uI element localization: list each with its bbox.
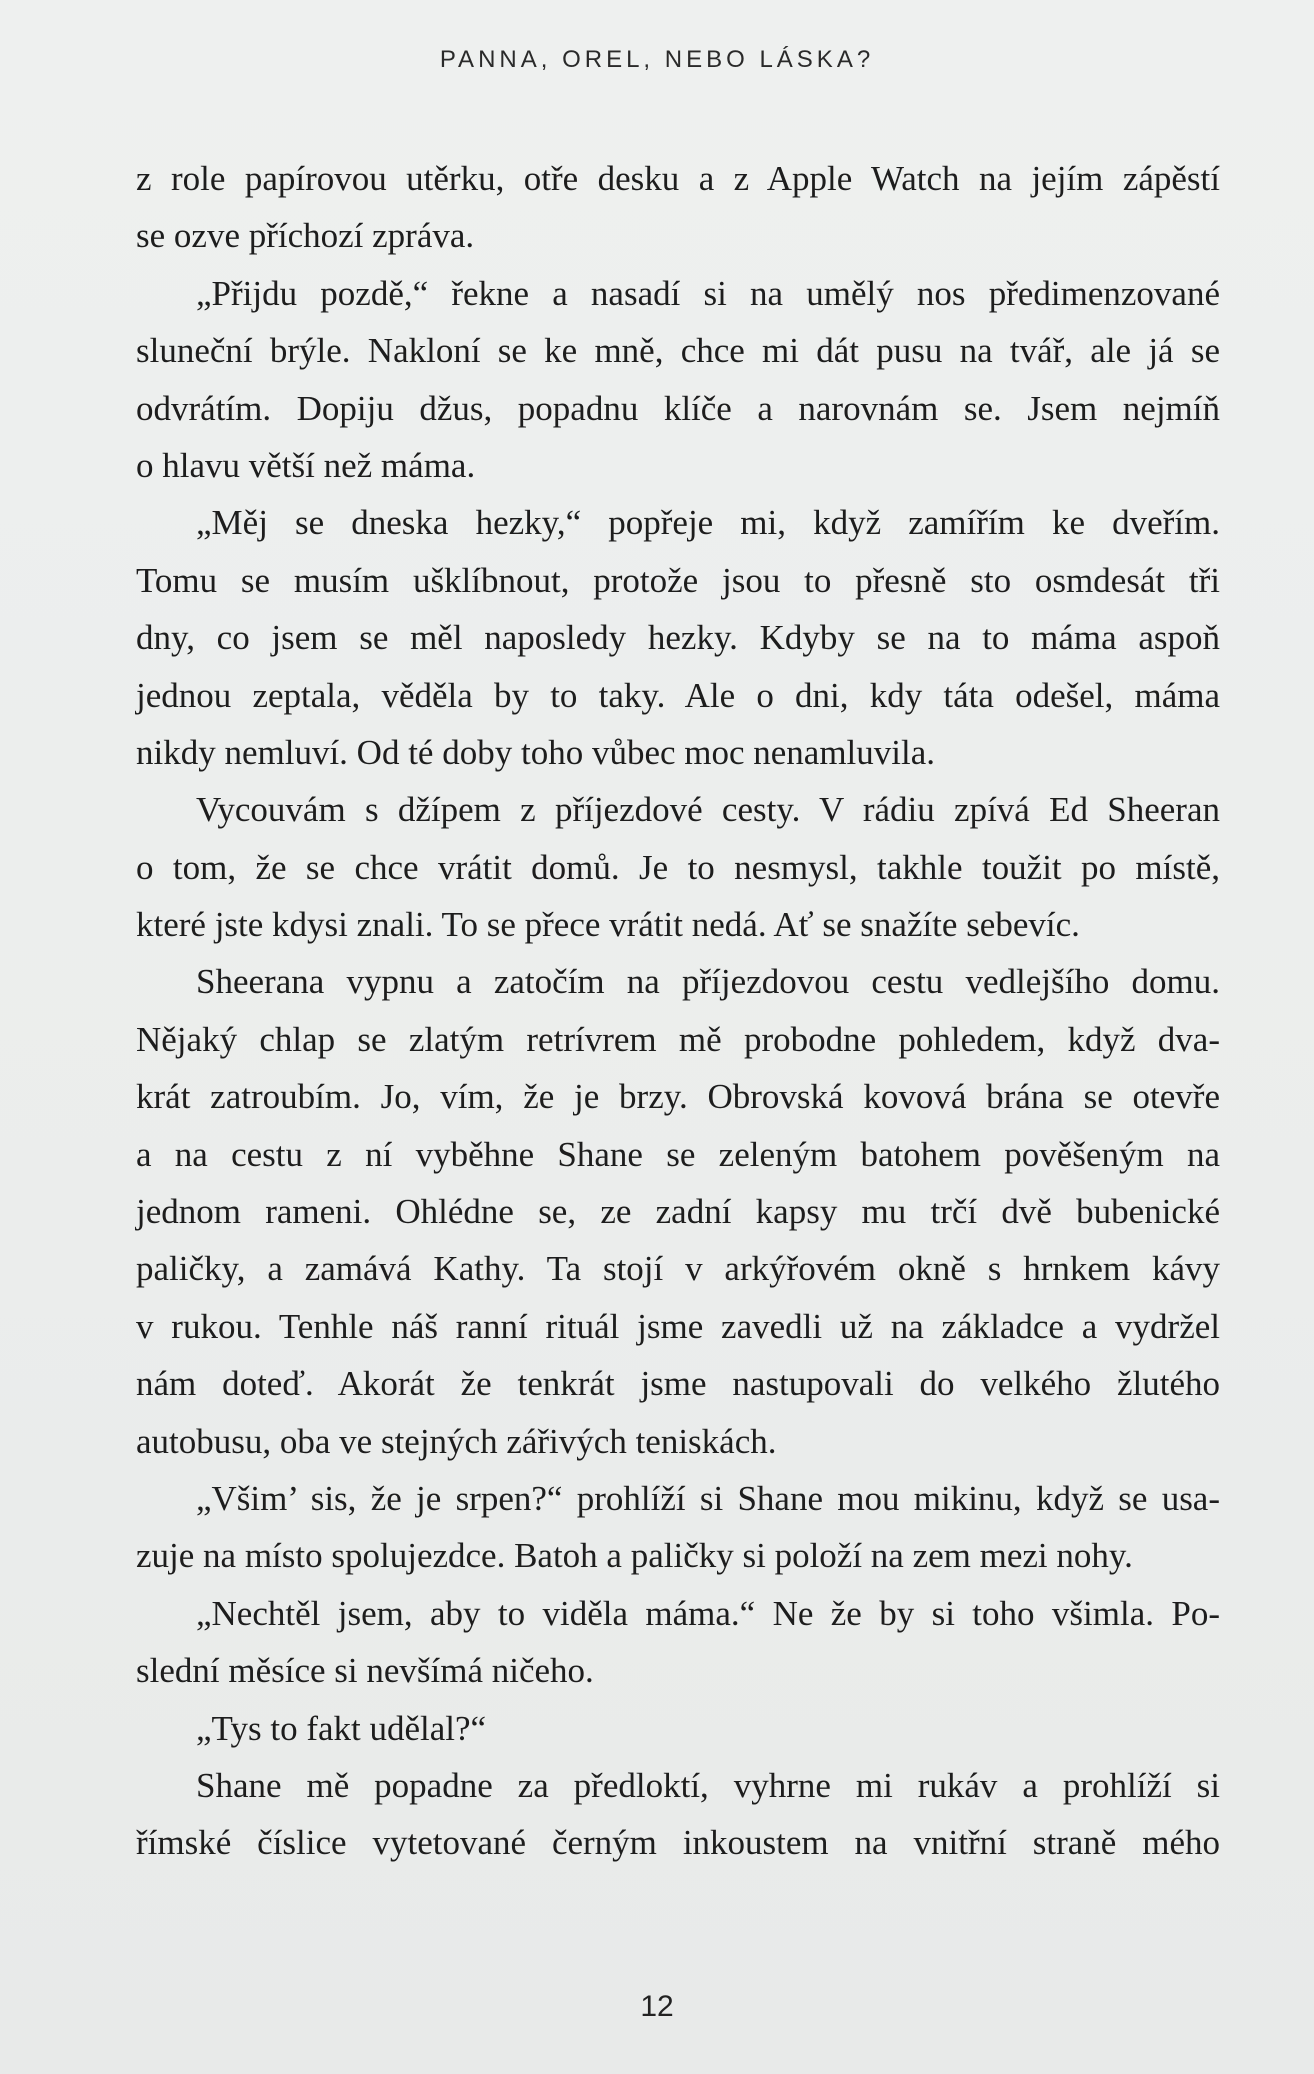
text-line: „Přijdu pozdě,“ řekne a nasadí si na umělý nos předimenzované xyxy=(196,273,1220,313)
text-line: Sheerana vypnu a zatočím na příjezdovou cestu vedlejšího domu. xyxy=(196,962,1220,1002)
text-line: odvrátím. Dopiju džus, popadnu klíče a narovnám se. Jsem nejmíň xyxy=(136,388,1220,428)
text-line: Tomu se musím ušklíbnout, protože jsou to přesně sto osmdesát tři xyxy=(136,560,1220,600)
text-line: dny, co jsem se měl naposledy hezky. Kdyby se na to máma aspoň xyxy=(136,618,1220,658)
paragraph xyxy=(136,1470,1220,1585)
text-line: které jste kdysi znali. To se přece vrátit nedá. Ať se snažíte sebevíc. xyxy=(136,905,1080,945)
text-line: o hlavu větší než máma. xyxy=(136,445,476,485)
paragraph xyxy=(136,1757,1220,1872)
text-line: „Tys to fakt udělal?“ xyxy=(196,1708,487,1748)
text-line: „Měj se dneska hezky,“ popřeje mi, když zamířím ke dveřím. xyxy=(196,503,1220,543)
text-line: Vycouvám s džípem z příjezdové cesty. V rádiu zpívá Ed Sheeran xyxy=(196,790,1220,830)
text-line: „Nechtěl jsem, aby to viděla máma.“ Ne že by si toho všimla. Po- xyxy=(196,1593,1220,1633)
text-line: Nějaký chlap se zlatým retrívrem mě probodne pohledem, když dva- xyxy=(136,1019,1220,1059)
text-line: sluneční brýle. Nakloní se ke mně, chce mi dát pusu na tvář, ale já se xyxy=(136,331,1220,371)
text-line: slední měsíce si nevšímá ničeho. xyxy=(136,1651,594,1691)
text-line: nikdy nemluví. Od té doby toho vůbec moc nenamluvila. xyxy=(136,732,936,772)
paragraph xyxy=(136,494,1220,781)
text-line: se ozve příchozí zpráva. xyxy=(136,216,475,256)
page-number: 12 xyxy=(640,1990,674,2023)
text-line: nám doteď. Akorát že tenkrát jsme nastupovali do velkého žlutého xyxy=(136,1364,1220,1404)
text-line: „Všim’ sis, že je srpen?“ prohlíží si Shane mou mikinu, když se usa- xyxy=(196,1478,1220,1518)
paragraph xyxy=(136,1585,1220,1700)
text-line: zuje na místo spolujezdce. Batoh a paličky si položí na zem mezi nohy. xyxy=(136,1536,1133,1576)
text-line: krát zatroubím. Jo, vím, že je brzy. Obrovská kovová brána se otevře xyxy=(136,1077,1220,1117)
running-head: PANNA, OREL, NEBO LÁSKA? xyxy=(439,46,875,73)
paragraph xyxy=(136,1700,1220,1757)
paragraph xyxy=(136,150,1220,265)
text-line: a na cestu z ní vyběhne Shane se zeleným batohem pověšeným na xyxy=(136,1134,1220,1174)
paragraph xyxy=(136,953,1220,1470)
text-line: z role papírovou utěrku, otře desku a z Apple Watch na jejím zápěstí xyxy=(136,159,1220,198)
text-line: Shane mě popadne za předloktí, vyhrne mi rukáv a prohlíží si xyxy=(196,1765,1220,1805)
body-text xyxy=(136,150,1220,1872)
paragraph xyxy=(136,781,1220,953)
paragraph xyxy=(136,265,1220,495)
text-line: jednom rameni. Ohlédne se, ze zadní kapsy mu trčí dvě bubenické xyxy=(136,1192,1220,1232)
text-line: jednou zeptala, věděla by to taky. Ale o dni, kdy táta odešel, máma xyxy=(136,675,1220,715)
text-line: paličky, a zamává Kathy. Ta stojí v arkýřovém okně s hrnkem kávy xyxy=(136,1249,1220,1289)
text-line: o tom, že se chce vrátit domů. Je to nesmysl, takhle toužit po místě, xyxy=(136,847,1220,887)
text-line: římské číslice vytetované černým inkoustem na vnitřní straně mého xyxy=(136,1823,1220,1863)
text-line: v rukou. Tenhle náš ranní rituál jsme zavedli už na základce a vydržel xyxy=(136,1306,1220,1346)
text-line: autobusu, oba ve stejných zářivých teniskách. xyxy=(136,1421,777,1461)
